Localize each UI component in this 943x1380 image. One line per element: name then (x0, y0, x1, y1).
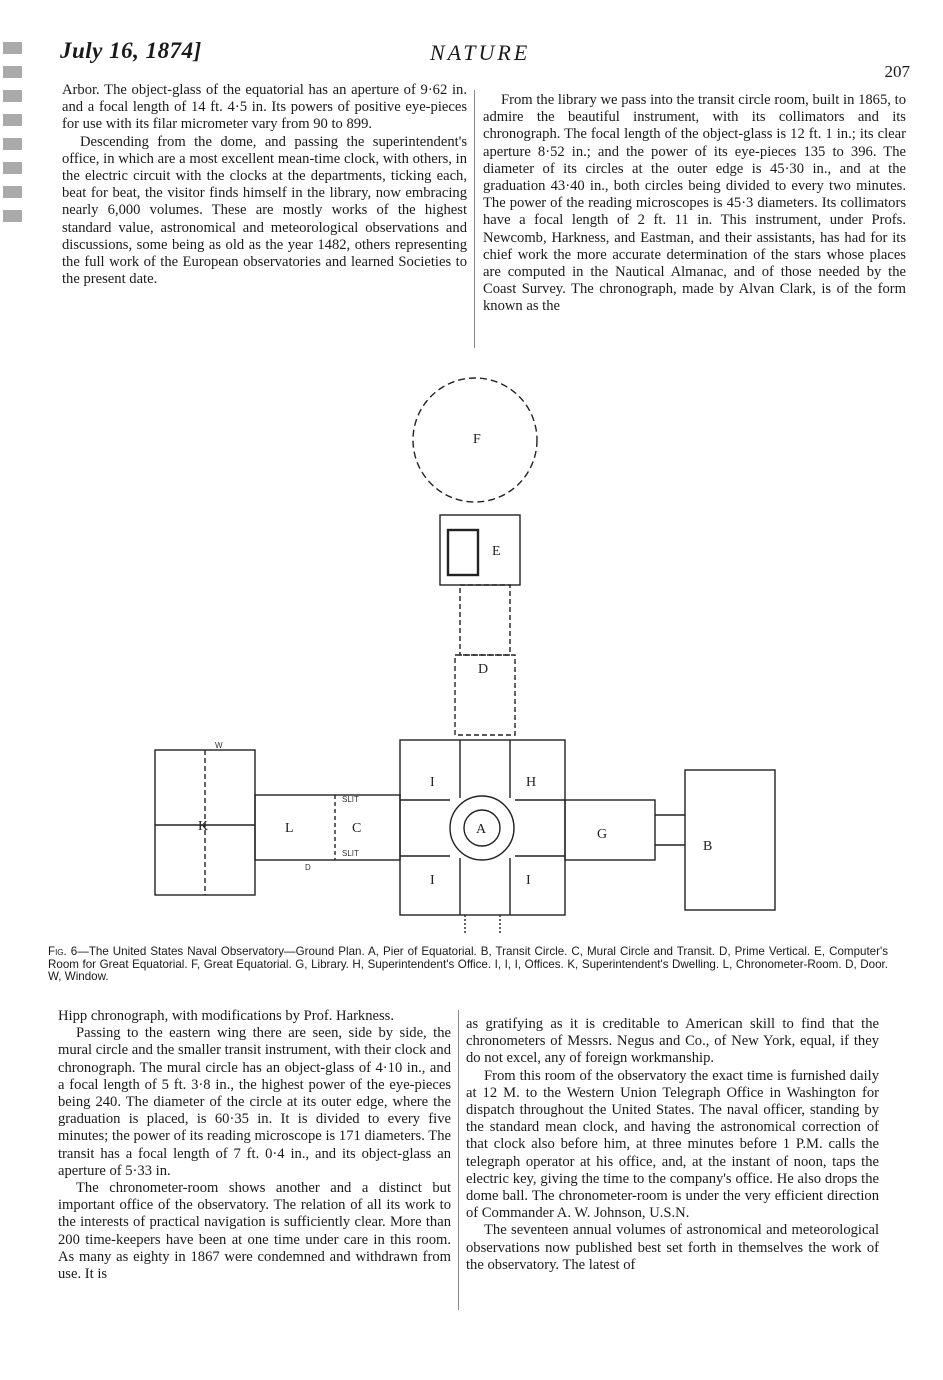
paragraph: From this room of the observatory the exact time is furnished daily at 12 M. to the Western Union Telegraph Office in Washington for dispatch throughout the United States. The naval officer, standing by the standard mean clock, and having the astronomical correction of that clock also before him, at three minutes before 1 P.M. calls the telegraph operator at his office, and, at the instant of noon, taps the electric key, giving the time to the company's office. He also drops the dome ball. The chronometer-room is under the very efficient direction of Commander A. W. Johnson, U.S.N. (466, 1067, 879, 1222)
paragraph: From the library we pass into the transit circle room, built in 1865, to admire the beautiful instrument, with its collimators and its chronograph. The focal length of the object-glass is 12 ft. 1 in.; its clear aperture 8·52 in.; and the power of its eye-pieces 135 to 396. The diameter of its circles at the outer edge is 45·30 in., and at the graduation 43·40 in., both circles being divided to every two minutes. The power of the reading microscopes is 45·3 diameters. Its collimators have a focal length of 2 ft. 11 in. This instrument, under Profs. Newcomb, Harkness, and Eastman, and their assistants, has had for its chief work the more accurate determination of the stars whose places are computed in the Nautical Almanac, and of those needed by the Coast Survey. The chronograph, made by Alvan Clark, is of the form known as the (483, 92, 906, 315)
label-slit-lower: SLIT (342, 849, 359, 858)
label-slit-upper: SLIT (342, 795, 359, 804)
label-l: L (285, 821, 294, 836)
figure-caption-text: —The United States Naval Observatory—Ground Plan. A, Pier of Equatorial. B, Transit Circle. C, Mural Circle and Transit. D, Prime Vertical. E, Computer's Room for Great Equatorial. F, Great Equatorial. G, Library. H, Superintendent's Office. I, I, I, Offices. K, Superintendent's Dwelling. L, Chronometer-Room. D, Door. W, Window. (48, 945, 889, 983)
library-wing (565, 800, 655, 860)
page-number: 207 (884, 62, 910, 81)
column-divider (474, 90, 475, 348)
article-column-top-left (62, 82, 467, 288)
figure-label: Fig. 6 (48, 945, 78, 958)
column-divider (458, 1010, 459, 1310)
label-i-lower-left: I (430, 873, 435, 888)
ground-plan-drawing (130, 370, 810, 940)
journal-title: NATURE (430, 40, 531, 65)
running-head (60, 38, 910, 81)
label-d: D (478, 662, 489, 677)
figure-caption (48, 946, 888, 984)
paragraph: Arbor. The object-glass of the equatorial has an aperture of 9·62 in. and a focal length of 14 ft. 4·5 in. Its powers of positive eye-pieces for use with its filar micrometer vary from 90 to 899. (62, 82, 467, 133)
label-window: W (215, 741, 223, 750)
label-door: D (305, 863, 311, 872)
label-f: F (473, 432, 481, 447)
label-c: C (352, 821, 362, 836)
paragraph: Passing to the eastern wing there are seen, side by side, the mural circle and the smaller transit instrument, with their clock and chronograph. The mural circle has an object-glass of 4·10 in., and a focal length of 5 ft. 3·8 in., the highest power of the eye-pieces being 240. The diameter of the circle at its outer edge, where the graduation is placed, is 60·35 in. It is divided to every five minutes; the power of its reading microscope is 171 diameters. The transit has a focal length of 7 ft. 0·4 in., and its object-glass an aperture of 5·33 in. (58, 1025, 451, 1179)
article-column-top-right (483, 92, 906, 316)
article-column-bottom-left (58, 1008, 451, 1283)
transit-circle-room (685, 770, 775, 910)
observatory-ground-plan (130, 370, 810, 940)
paragraph: as gratifying as it is creditable to American skill to find that the chronometers of Messrs. Negus and Co., of New York, equal, if they do not excel, any of foreign workmanship. (466, 1016, 879, 1067)
label-i-upper: I (430, 775, 435, 790)
issue-date: July 16, 1874] (60, 38, 202, 63)
paragraph: The seventeen annual volumes of astronomical and meteorological observations now published best set forth in themselves the work of the observatory. The latest of (466, 1222, 879, 1273)
label-k: K (198, 819, 209, 834)
label-i-lower-right: I (526, 873, 531, 888)
label-e: E (492, 544, 501, 559)
label-h: H (526, 775, 537, 790)
paragraph: The chronometer-room shows another and a distinct but important office of the observatory. The relation of all its work to the interests of practical navigation is sufficiently clear. More than 200 time-keepers have been at one time under care in this room. As many as eighty in 1867 were condemned and withdrawn from use. It is (58, 1180, 451, 1283)
corridor (460, 585, 510, 655)
chronometer-wing (255, 795, 400, 860)
label-g: G (597, 827, 608, 842)
paragraph: Descending from the dome, and passing the superintendent's office, in which are a most excellent mean-time clock, with others, in the electric circuit with the clocks at the departments, ticking each, beat for beat, the visitor finds himself in the library, now embracing nearly 6,000 volumes. These are mostly works of the highest standard value, astronomical and meteorological observations and discussions, some being as old as the year 1482, others representing the full work of the European observatories and learned Societies to the present date. (62, 133, 467, 288)
article-column-bottom-right (466, 1016, 879, 1274)
paragraph: Hipp chronograph, with modifications by Prof. Harkness. (58, 1008, 395, 1024)
label-a: A (476, 822, 487, 837)
label-b: B (703, 839, 713, 854)
previous-page-edge (0, 30, 22, 590)
